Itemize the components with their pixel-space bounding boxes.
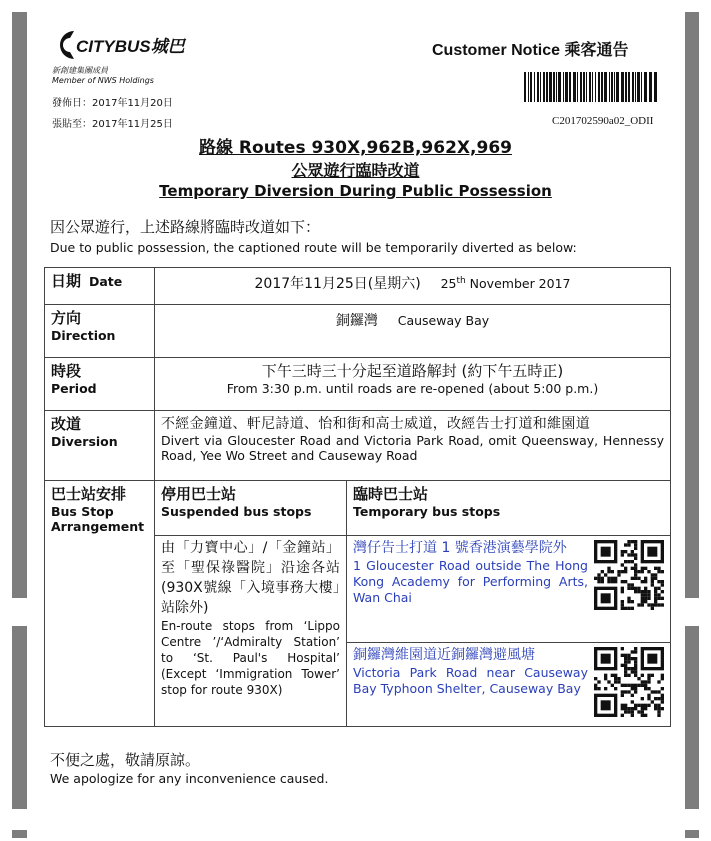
issue-date-label: 發佈日：: [52, 98, 92, 109]
apology-en: We apologize for any inconvenience caused.: [50, 771, 329, 786]
frame-edge-left-lower: [12, 626, 27, 809]
citybus-logo: [52, 28, 192, 62]
date-value-en: November 2017: [465, 276, 571, 291]
qr-code-icon[interactable]: [594, 540, 664, 610]
period-value-en: From 3:30 p.m. until roads are re-opened (about 5:00 p.m.): [226, 381, 599, 396]
date-value-day: 25: [440, 276, 457, 291]
temp-stop2-zh: 銅鑼灣維園道近銅鑼灣避風塘: [353, 647, 535, 663]
period-row: [45, 358, 671, 411]
intro-zh: 因公眾遊行，上述路線將臨時改道如下：: [50, 218, 321, 236]
frame-edge-left: [12, 12, 27, 598]
diversion-title-zh: 公眾遊行臨時改道: [291, 161, 420, 180]
period-value-zh: 下午三時三十分起至道路解封 (約下午五時正): [261, 362, 564, 380]
date-label-zh: 日期: [51, 272, 82, 290]
temp-stop2-en: Victoria Park Road near Causeway Bay Typhoon Shelter, Causeway Bay: [353, 665, 588, 696]
logo-sub-en: Member of NWS Holdings: [52, 76, 154, 85]
logo-text: CITYBUS城巴: [76, 37, 185, 56]
date-value-zh: 2017年11月25日(星期六): [254, 276, 421, 292]
diversion-label-en: Diversion: [51, 434, 118, 449]
routes-title: 路線 Routes 930X,962B,962X,969: [199, 138, 512, 158]
direction-label-zh: 方向: [51, 309, 82, 327]
temp-stop1-zh: 灣仔告士打道 1 號香港演藝學院外: [353, 540, 567, 556]
issue-date: 2017年11月20日: [92, 98, 173, 109]
diversion-table: [44, 267, 671, 727]
frame-mark-bottom-right: [685, 830, 699, 838]
date-label-en: Date: [88, 274, 123, 289]
direction-label-en: Direction: [51, 328, 116, 343]
period-label-en: Period: [51, 381, 97, 396]
customer-notice-title: Customer Notice 乘客通告: [432, 42, 629, 59]
bus-stop-label-en: Bus Stop Arrangement: [51, 504, 145, 534]
issue-date-line: [52, 94, 173, 109]
logo-sub-zh: 新創建集團成員: [52, 66, 108, 75]
direction-row: [45, 305, 671, 358]
frame-mark-bottom-left: [12, 830, 27, 838]
intro-en: Due to public possession, the captioned route will be temporarily diverted as below:: [50, 240, 577, 255]
date-row: [45, 268, 671, 305]
diversion-label-zh: 改道: [51, 415, 82, 433]
frame-edge-right-lower: [685, 626, 699, 809]
qr-code-icon[interactable]: [594, 647, 664, 717]
barcode: [524, 72, 661, 110]
suspended-header-zh: 停用巴士站: [161, 485, 237, 503]
direction-value-zh: 銅鑼灣: [335, 313, 378, 329]
diversion-row: [45, 411, 671, 481]
apology-zh: 不便之處，敬請原諒。: [50, 751, 201, 769]
logo-subtitle: [52, 66, 154, 86]
direction-value-en: Causeway Bay: [397, 313, 490, 328]
suspended-detail-zh: 由「力寶中心」/「金鐘站」至「聖保祿醫院」沿途各站 (930X號線「入境事務大樓」站除外): [161, 540, 340, 616]
date-value-sup: th: [456, 275, 466, 286]
suspended-detail-en: En-route stops from ‘Lippo Centre ’/‘Admiralty Station’ to ‘St. Paul's Hospital’ (Except ‘Immigration Tower’ stop for route 930X): [161, 619, 340, 697]
temp-stop1-en: 1 Gloucester Road outside The Hong Kong Academy for Performing Arts, Wan Chai: [353, 558, 588, 605]
suspended-header-en: Suspended bus stops: [161, 504, 312, 519]
period-label-zh: 時段: [51, 362, 82, 380]
bus-stop-label-zh: 巴士站安排: [51, 485, 127, 503]
post-date-line: [52, 115, 173, 130]
temporary-header-en: Temporary bus stops: [353, 504, 501, 519]
temporary-header-zh: 臨時巴士站: [353, 485, 429, 503]
barcode-code: C201702590a02_ODII: [552, 115, 654, 127]
frame-edge-right: [685, 12, 699, 598]
diversion-value-en: Divert via Gloucester Road and Victoria Park Road, omit Queensway, Hennessy Road, Yee Wo Street and Causeway Road: [161, 433, 664, 463]
post-date: 2017年11月25日: [92, 119, 173, 130]
post-date-label: 張貼至：: [52, 119, 92, 130]
diversion-value-zh: 不經金鐘道、軒尼詩道、怡和街和高士威道，改經告士打道和維園道: [161, 416, 590, 432]
bus-stop-header-row: [45, 481, 671, 536]
diversion-title-en: Temporary Diversion During Public Possession: [159, 182, 552, 200]
